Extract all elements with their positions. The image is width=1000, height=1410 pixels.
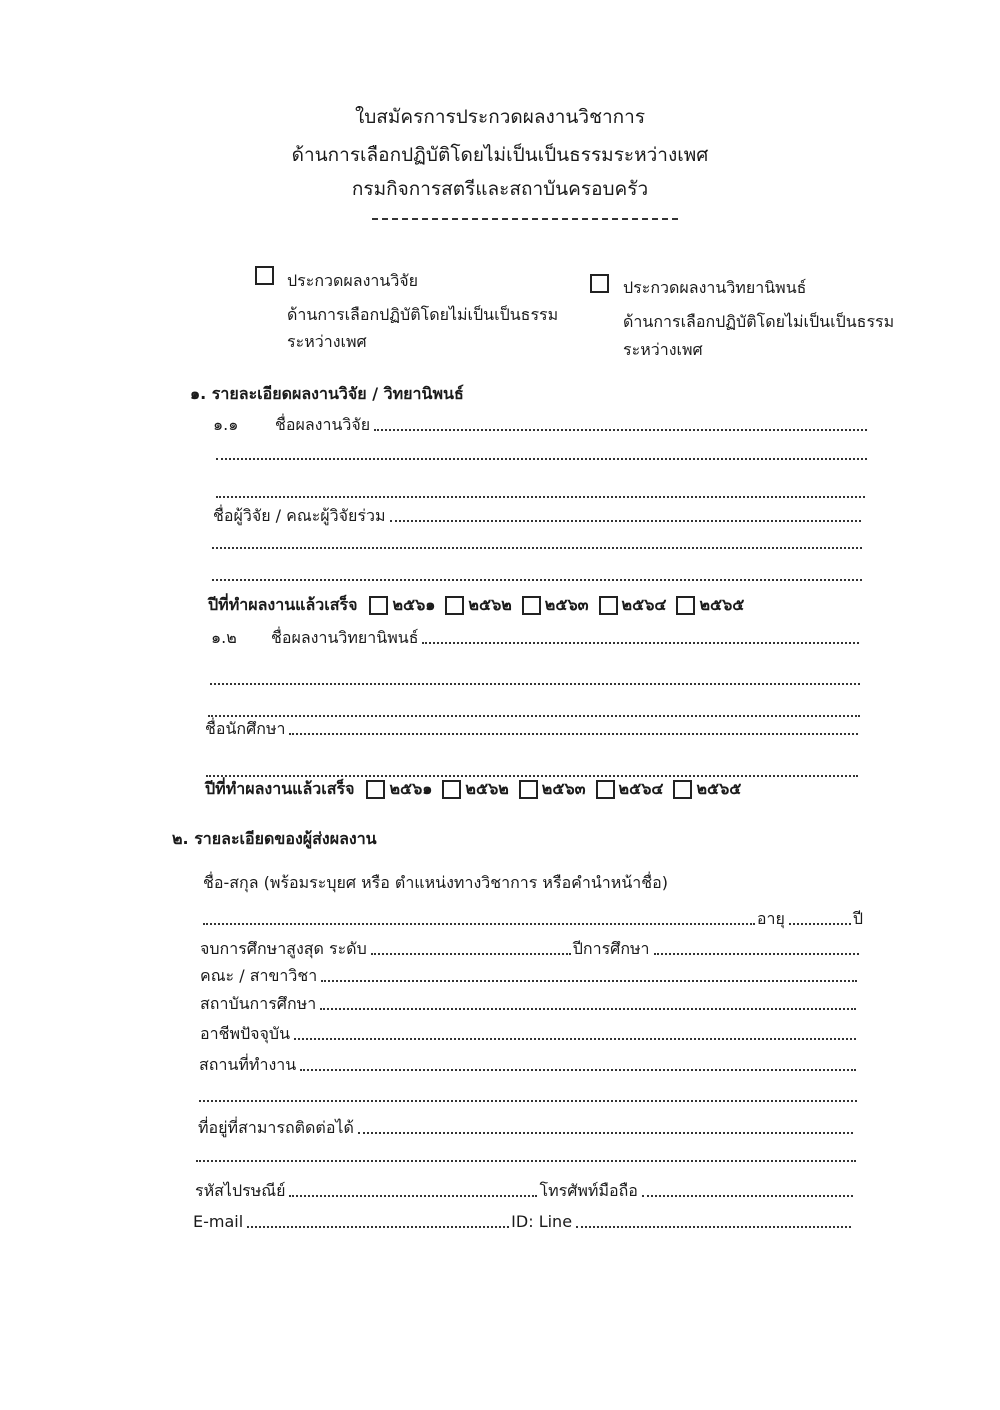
s11-number: ๑.๑ xyxy=(213,415,239,434)
research-year-option-2562[interactable]: ๒๕๖๒ xyxy=(445,594,511,616)
faculty-row xyxy=(200,965,859,987)
thesis-option-line1: ประกวดผลงานวิทยานิพนธ์ xyxy=(623,278,807,297)
thesis-year-option-2561[interactable]: ๒๕๖๑ xyxy=(366,778,432,800)
age-field[interactable] xyxy=(789,923,851,925)
year-checkbox[interactable] xyxy=(445,596,464,615)
workplace-label: สถานที่ทำงาน xyxy=(199,1055,297,1074)
year-checkbox[interactable] xyxy=(442,780,461,799)
thesis-year-label: ปีที่ทำผลงานแล้วเสร็จ xyxy=(205,779,355,798)
research-title-row xyxy=(213,414,869,436)
research-year-label: ปีที่ทำผลงานแล้วเสร็จ xyxy=(208,595,358,614)
mobile-phone-field[interactable] xyxy=(642,1195,853,1197)
address-field[interactable] xyxy=(358,1132,853,1134)
education-level-label: จบการศึกษาสูงสุด ระดับ xyxy=(200,939,367,958)
mobile-phone-label: โทรศัพท์มือถือ xyxy=(539,1181,638,1200)
research-option-line1: ประกวดผลงานวิจัย xyxy=(287,271,419,290)
email-label: E-mail xyxy=(193,1212,244,1231)
year-checkbox[interactable] xyxy=(676,596,695,615)
email-field[interactable] xyxy=(247,1226,509,1228)
thesis-option-line3: ระหว่างเพศ xyxy=(623,340,703,359)
year-checkbox[interactable] xyxy=(522,596,541,615)
student-name-field[interactable] xyxy=(289,733,858,735)
email-line-row xyxy=(193,1211,853,1233)
research-year-row xyxy=(208,594,754,616)
thesis-title-field[interactable] xyxy=(422,642,859,644)
full-name-label: ชื่อ-สกุล (พร้อมระบุยศ หรือ ตำแหน่งทางวิชาการ หรือคำนำหน้าชื่อ) xyxy=(203,873,668,892)
thesis-year-row xyxy=(205,778,751,800)
institution-row xyxy=(200,993,858,1015)
researchers-field-3[interactable] xyxy=(212,579,862,581)
edu-year-label: ปีการศึกษา xyxy=(572,939,650,958)
research-option-line2: ด้านการเลือกปฏิบัติโดยไม่เป็นเป็นธรรม xyxy=(287,305,559,324)
address-field-2[interactable] xyxy=(196,1160,856,1162)
research-year-option-2564[interactable]: ๒๕๖๔ xyxy=(599,594,667,616)
section2-heading: ๒. รายละเอียดของผู้ส่งผลงาน xyxy=(172,829,377,848)
research-title-label: ชื่อผลงานวิจัย xyxy=(275,415,371,434)
address-label: ที่อยู่ที่สามารถติดต่อได้ xyxy=(198,1118,354,1137)
education-level-field[interactable] xyxy=(371,953,571,955)
thesis-year-option-2564[interactable]: ๒๕๖๔ xyxy=(596,778,664,800)
workplace-row xyxy=(199,1054,858,1076)
year-checkbox[interactable] xyxy=(596,780,615,799)
faculty-field[interactable] xyxy=(321,980,857,982)
header-divider xyxy=(372,218,678,220)
researchers-row xyxy=(213,505,863,527)
research-title-field-3[interactable] xyxy=(216,496,865,498)
researchers-field[interactable] xyxy=(390,520,861,522)
research-year-option-2565[interactable]: ๒๕๖๕ xyxy=(676,594,744,616)
research-year-option-2563[interactable]: ๒๕๖๓ xyxy=(522,594,589,616)
address-row xyxy=(198,1117,855,1139)
full-name-field[interactable] xyxy=(203,923,755,925)
research-year-option-2561[interactable]: ๒๕๖๑ xyxy=(369,594,435,616)
postal-phone-row xyxy=(195,1180,855,1202)
thesis-title-field-3[interactable] xyxy=(208,715,860,717)
research-option-line3: ระหว่างเพศ xyxy=(287,332,367,351)
faculty-label: คณะ / สาขาวิชา xyxy=(200,966,318,985)
s12-number: ๑.๒ xyxy=(211,628,237,647)
thesis-title-field-2[interactable] xyxy=(210,683,860,685)
researchers-field-2[interactable] xyxy=(212,547,862,549)
institution-label: สถาบันการศึกษา xyxy=(200,994,317,1013)
research-title-field-2[interactable] xyxy=(216,458,867,460)
thesis-option-line2: ด้านการเลือกปฏิบัติโดยไม่เป็นเป็นธรรม xyxy=(623,312,895,331)
age-label: อายุ xyxy=(756,909,785,928)
thesis-title-label: ชื่อผลงานวิทยานิพนธ์ xyxy=(271,628,419,647)
occupation-label: อาชีพปัจจุบัน xyxy=(200,1024,290,1043)
thesis-year-option-2563[interactable]: ๒๕๖๓ xyxy=(519,778,586,800)
student-name-label: ชื่อนักศึกษา xyxy=(205,719,286,738)
workplace-field-2[interactable] xyxy=(199,1100,857,1102)
thesis-contest-checkbox[interactable] xyxy=(590,274,609,293)
age-unit: ปี xyxy=(852,909,863,928)
year-checkbox[interactable] xyxy=(366,780,385,799)
thesis-year-option-2565[interactable]: ๒๕๖๕ xyxy=(673,778,741,800)
form-title: ใบสมัครการประกวดผลงานวิชาการ xyxy=(354,106,646,128)
year-checkbox[interactable] xyxy=(369,596,388,615)
student-row xyxy=(205,718,860,740)
form-subtitle: ด้านการเลือกปฏิบัติโดยไม่เป็นเป็นธรรมระหว่างเพศ xyxy=(291,144,709,166)
occupation-row xyxy=(200,1023,858,1045)
occupation-field[interactable] xyxy=(294,1038,856,1040)
researchers-label: ชื่อผู้วิจัย / คณะผู้วิจัยร่วม xyxy=(213,506,386,525)
year-checkbox[interactable] xyxy=(673,780,692,799)
postal-code-label: รหัสไปรษณีย์ xyxy=(195,1181,286,1200)
section1-heading: ๑. รายละเอียดผลงานวิจัย / วิทยานิพนธ์ xyxy=(190,384,464,403)
research-contest-checkbox[interactable] xyxy=(255,266,274,285)
institution-field[interactable] xyxy=(320,1008,856,1010)
workplace-field[interactable] xyxy=(300,1069,856,1071)
postal-code-field[interactable] xyxy=(289,1195,537,1197)
department-name: กรมกิจการสตรีและสถาบันครอบครัว xyxy=(351,178,649,200)
year-checkbox[interactable] xyxy=(519,780,538,799)
line-id-field[interactable] xyxy=(576,1226,851,1228)
name-age-row xyxy=(203,908,863,930)
research-title-field[interactable] xyxy=(374,429,867,431)
edu-year-field[interactable] xyxy=(654,953,859,955)
thesis-title-row xyxy=(211,627,861,649)
line-id-label: ID: Line xyxy=(511,1212,573,1231)
thesis-year-option-2562[interactable]: ๒๕๖๒ xyxy=(442,778,508,800)
student-name-field-2[interactable] xyxy=(206,775,858,777)
education-row xyxy=(200,938,861,960)
year-checkbox[interactable] xyxy=(599,596,618,615)
